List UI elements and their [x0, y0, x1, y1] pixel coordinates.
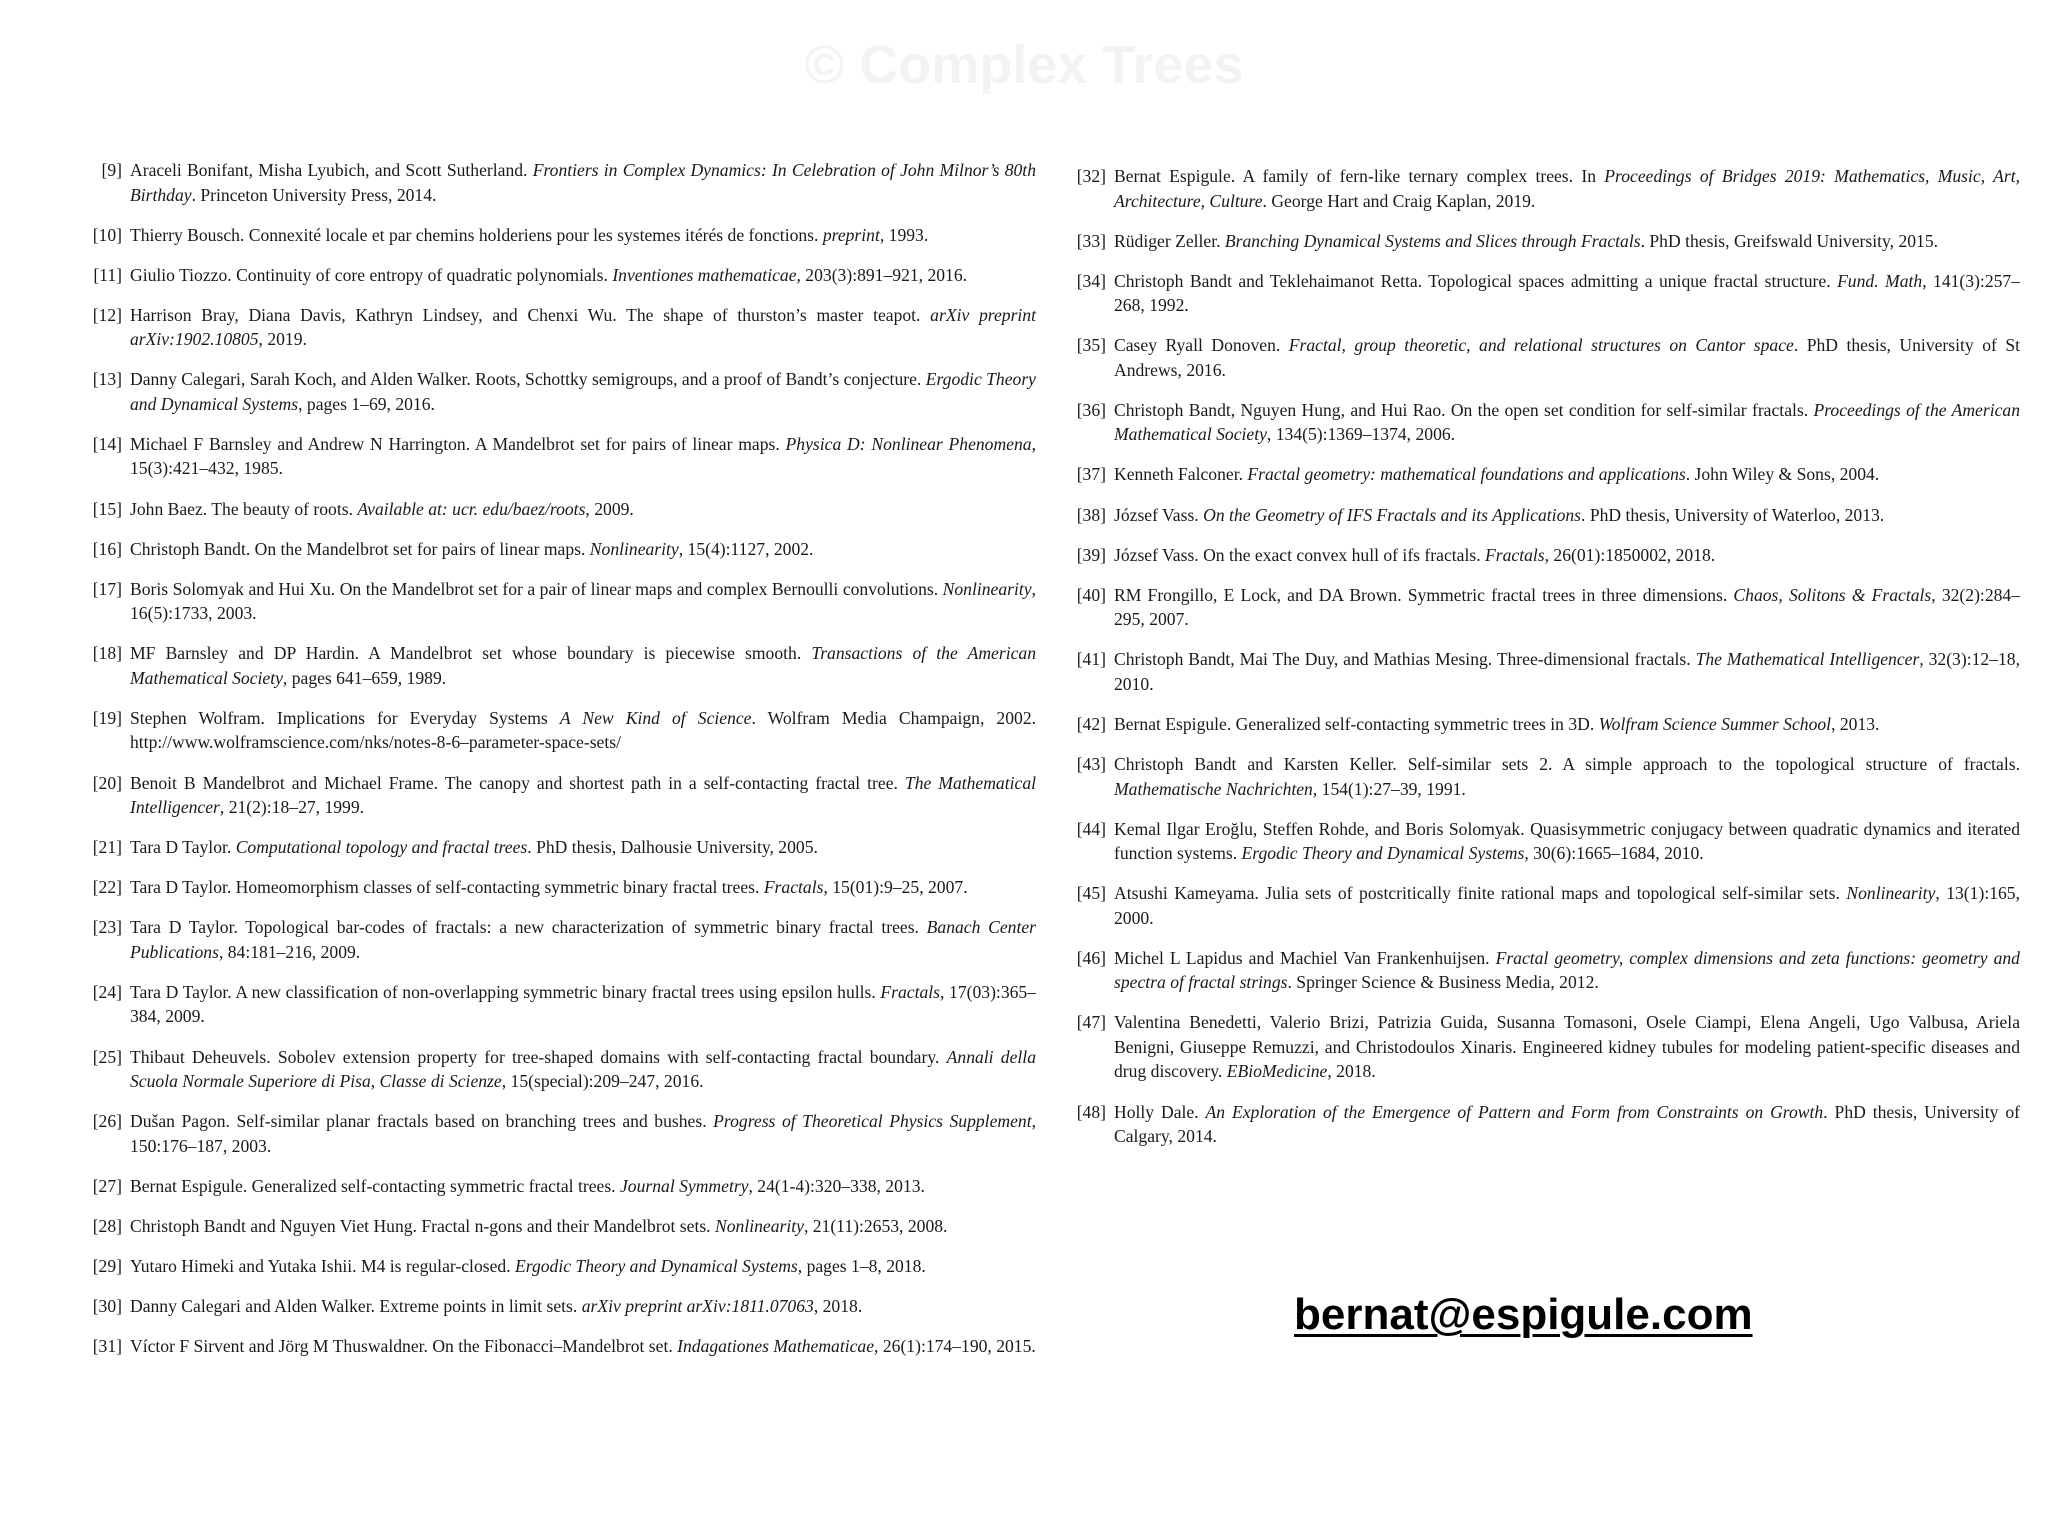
reference-text [130, 499, 634, 519]
reference-number: [19] [92, 707, 122, 728]
reference-segment: Kenneth Falconer. [1114, 464, 1248, 485]
reference-text [130, 643, 1036, 688]
reference-text [130, 265, 967, 285]
reference-venue: arXiv preprint arXiv:1902.10805 [130, 304, 1036, 350]
reference-segment: . PhD thesis, University of Calgary, 2014. [1114, 1101, 2020, 1146]
reference-segment: John Baez. The beauty of roots. [130, 498, 358, 519]
reference-number: [30] [92, 1295, 122, 1316]
reference-number: [33] [1076, 230, 1106, 251]
reference-segment: , 154(1):27–39, 1991. [1312, 778, 1466, 799]
reference-item [80, 1109, 1036, 1158]
reference-segment: , 13(1):165, 2000. [1114, 883, 2020, 928]
reference-segment: Holly Dale. [1114, 1101, 1206, 1122]
reference-segment: , 30(6):1665–1684, 2010. [1524, 843, 1704, 864]
reference-item [1064, 398, 2020, 447]
reference-segment: Danny Calegari, Sarah Koch, and Alden Walker. Roots, Schottky semigroups, and a proof of Bandt’s conjecture. [130, 369, 926, 390]
reference-venue: Ergodic Theory and Dynamical Systems [130, 369, 1036, 414]
reference-segment: , 84:181–216, 2009. [218, 941, 361, 962]
reference-item [80, 497, 1036, 522]
reference-text [1114, 1012, 2020, 1081]
reference-venue: Fractal, group theoretic, and relational structures on Cantor space [1288, 335, 1794, 356]
reference-number: [11] [93, 264, 122, 285]
reference-venue: Proceedings of the American Mathematical Society [1114, 399, 2020, 445]
reference-venue: arXiv preprint arXiv:1811.07063 [581, 1295, 814, 1316]
reference-number: [14] [92, 433, 122, 454]
reference-number: [16] [92, 538, 122, 559]
reference-venue: Proceedings of Bridges 2019: Mathematics, Music, Art, Architecture, Culture [1114, 166, 2020, 211]
reference-number: [15] [92, 498, 122, 519]
reference-segment: , 32(2):284–295, 2007. [1114, 584, 2021, 630]
reference-segment: , 2009. [585, 498, 634, 519]
reference-number: [42] [1076, 713, 1106, 734]
reference-segment: . PhD thesis, University of St Andrews, 2016. [1114, 335, 2020, 380]
reference-segment: Yutaro Himeki and Yutaka Ishii. M4 is regular-closed. [130, 1255, 515, 1276]
reference-segment: Víctor F Sirvent and Jörg M Thuswaldner. On the Fibonacci–Mandelbrot set. [130, 1336, 678, 1357]
reference-segment: , 26(1):174–190, 2015. [874, 1336, 1036, 1357]
reference-segment: Stephen Wolfram. Implications for Everyday Systems [130, 707, 560, 728]
reference-number: [38] [1076, 504, 1106, 525]
reference-item [1064, 503, 2020, 528]
reference-number: [31] [92, 1336, 122, 1357]
reference-item [80, 875, 1036, 900]
reference-segment: . PhD thesis, University of Waterloo, 2013. [1581, 504, 1885, 525]
reference-venue: Fractals [763, 877, 824, 898]
reference-segment: . Springer Science & Business Media, 2012. [1287, 972, 1599, 993]
reference-number: [27] [92, 1175, 122, 1196]
reference-segment: , 15(4):1127, 2002. [678, 538, 814, 559]
reference-item [80, 303, 1036, 352]
reference-number: [26] [92, 1111, 122, 1132]
reference-item [80, 1294, 1036, 1319]
reference-venue: An Exploration of the Emergence of Pattern and Form from Constraints on Growth [1205, 1101, 1824, 1122]
reference-segment: Tara D Taylor. Topological bar-codes of fractals: a new characterization of symmetric binary fractal trees. [130, 917, 927, 938]
reference-number: [35] [1076, 335, 1106, 356]
reference-number: [48] [1076, 1101, 1106, 1122]
slide-title: © Complex Trees [804, 35, 1244, 95]
reference-item [80, 158, 1036, 207]
reference-venue: EBioMedicine [1226, 1061, 1328, 1082]
reference-item [80, 706, 1036, 755]
reference-item [80, 915, 1036, 964]
reference-item [80, 1214, 1036, 1239]
reference-segment: . George Hart and Craig Kaplan, 2019. [1262, 190, 1536, 211]
reference-segment: , 150:176–187, 2003. [130, 1111, 1036, 1156]
reference-item [1064, 647, 2020, 696]
reference-venue: The Mathematical Intelligencer [130, 772, 1037, 818]
reference-segment: József Vass. On the exact convex hull of ifs fractals. [1114, 544, 1485, 565]
reference-text [1114, 819, 2020, 864]
reference-item [1064, 1100, 2020, 1149]
reference-number: [12] [92, 304, 122, 325]
reference-number: [20] [92, 772, 122, 793]
reference-segment: Christoph Bandt. On the Mandelbrot set for pairs of linear maps. [130, 538, 590, 559]
reference-item [1064, 462, 2020, 487]
reference-segment: . PhD thesis, Dalhousie University, 2005. [527, 837, 818, 858]
reference-venue: Mathematische Nachrichten [1114, 778, 1313, 799]
contact-email-link[interactable]: bernat@espigule.com [1294, 1290, 1753, 1339]
reference-number: [18] [92, 643, 122, 664]
reference-segment: , 2019. [258, 329, 307, 350]
reference-segment: , 16(5):1733, 2003. [130, 578, 1036, 624]
reference-venue: Nonlinearity [714, 1215, 804, 1236]
reference-number: [36] [1076, 399, 1106, 420]
reference-item [1064, 543, 2020, 568]
reference-text [130, 837, 818, 857]
reference-segment: Tara D Taylor. [130, 837, 236, 858]
reference-number: [37] [1076, 464, 1106, 485]
reference-item [80, 577, 1036, 626]
reference-segment: . John Wiley & Sons, 2004. [1685, 464, 1880, 485]
reference-segment: , 203(3):891–921, 2016. [796, 264, 968, 285]
reference-number: [29] [92, 1255, 122, 1276]
reference-number: [43] [1076, 754, 1106, 775]
reference-venue: Ergodic Theory and Dynamical Systems [1241, 843, 1525, 864]
reference-segment: Christoph Bandt, Mai The Duy, and Mathias Mesing. Three-dimensional fractals. [1114, 649, 1696, 670]
reference-text [1114, 883, 2020, 928]
reference-item [1064, 1010, 2020, 1084]
reference-text [1114, 335, 2020, 380]
reference-segment: Danny Calegari and Alden Walker. Extreme points in limit sets. [130, 1295, 582, 1316]
reference-segment: Christoph Bandt and Nguyen Viet Hung. Fractal n-gons and their Mandelbrot sets. [130, 1215, 715, 1236]
reference-venue: preprint [822, 224, 880, 245]
reference-text [130, 1216, 947, 1236]
reference-item [1064, 229, 2020, 254]
reference-venue: Inventiones mathematicae [612, 264, 797, 285]
reference-number: [40] [1076, 584, 1106, 605]
reference-segment: József Vass. [1114, 504, 1204, 525]
reference-item [1064, 946, 2020, 995]
reference-segment: Thierry Bousch. Connexité locale et par chemins holderiens pour les systemes itérés de fonctions. [130, 224, 823, 245]
reference-segment: , 17(03):365–384, 2009. [130, 981, 1037, 1027]
reference-number: [41] [1076, 649, 1106, 670]
reference-segment: Tara D Taylor. A new classification of non-overlapping symmetric binary fractal trees using epsilon hulls. [130, 981, 881, 1002]
references-column-right [1064, 164, 2020, 1164]
reference-item [1064, 752, 2020, 801]
reference-text [130, 539, 813, 559]
reference-segment: MF Barnsley and DP Hardin. A Mandelbrot set whose boundary is piecewise smooth. [130, 643, 812, 664]
reference-number: [44] [1076, 818, 1106, 839]
reference-segment: Atsushi Kameyama. Julia sets of postcritically finite rational maps and topological self-similar sets. [1114, 883, 1847, 904]
reference-segment: Araceli Bonifant, Misha Lyubich, and Scott Sutherland. [130, 160, 533, 180]
reference-venue: Computational topology and fractal trees [235, 837, 528, 858]
reference-segment: , 2013. [1831, 713, 1880, 734]
reference-item [80, 1174, 1036, 1199]
reference-number: [10] [92, 224, 122, 245]
reference-number: [47] [1076, 1012, 1106, 1033]
reference-text [1114, 271, 2020, 316]
reference-segment: Valentina Benedetti, Valerio Brizi, Patrizia Guida, Susanna Tomasoni, Osele Ciampi, Elena Angeli, Ugo Valbusa, Ariela Benigni, Giuseppe Remuzzi, and Christodoulos Xinaris. Engineered kidney tubules for modeling patient-specific diseases and drug discovery. [1114, 1012, 2020, 1082]
reference-venue: Ergodic Theory and Dynamical Systems [515, 1255, 798, 1276]
reference-segment: RM Frongillo, E Lock, and DA Brown. Symmetric fractal trees in three dimensions. [1114, 584, 1734, 605]
reference-segment: , 32(3):12–18, 2010. [1114, 649, 2020, 694]
reference-segment: Boris Solomyak and Hui Xu. On the Mandelbrot set for a pair of linear maps and complex Bernoulli convolutions. [130, 578, 943, 599]
reference-text [130, 877, 968, 897]
reference-text [130, 708, 1036, 753]
reference-item [80, 980, 1036, 1029]
reference-item [80, 537, 1036, 562]
reference-item [80, 771, 1036, 820]
reference-text [130, 982, 1036, 1027]
reference-segment: Thibaut Deheuvels. Sobolev extension property for tree-shaped domains with self-contacting fractal boundary. [130, 1046, 947, 1067]
reference-item [80, 1045, 1036, 1094]
reference-venue: Physica D: Nonlinear Phenomena [785, 433, 1032, 454]
reference-segment: Christoph Bandt and Teklehaimanot Retta. Topological spaces admitting a unique fractal structure. [1114, 270, 1838, 291]
reference-segment: Michel L Lapidus and Machiel Van Frankenhuijsen. [1114, 947, 1496, 968]
reference-venue: Available at: ucr. edu/baez/roots [357, 498, 586, 519]
reference-item [80, 223, 1036, 248]
reference-venue: Nonlinearity [589, 538, 679, 559]
reference-venue: Fractals [1485, 544, 1545, 565]
reference-venue: Transactions of the American Mathematical Society [130, 643, 1036, 688]
reference-text [1114, 948, 2020, 993]
reference-venue: Branching Dynamical Systems and Slices through Fractals [1224, 230, 1641, 251]
reference-number: [21] [92, 837, 122, 858]
reference-item [80, 1254, 1036, 1279]
reference-venue: Nonlinearity [942, 578, 1032, 599]
reference-venue: A New Kind of Science [559, 707, 752, 728]
reference-item [80, 263, 1036, 288]
reference-text [130, 1336, 1036, 1356]
reference-number: [9] [101, 160, 122, 180]
reference-segment: Giulio Tiozzo. Continuity of core entropy of quadratic polynomials. [130, 264, 613, 285]
reference-number: [24] [92, 981, 122, 1002]
reference-text [1114, 649, 2020, 694]
reference-number: [28] [92, 1215, 122, 1236]
reference-venue: The Mathematical Intelligencer [1695, 649, 1920, 670]
reference-segment: , 24(1-4):320–338, 2013. [748, 1175, 925, 1196]
reference-venue: Progress of Theoretical Physics Supplement [713, 1111, 1032, 1132]
reference-segment: , 21(2):18–27, 1999. [219, 797, 365, 818]
reference-segment: , 21(11):2653, 2008. [803, 1215, 948, 1236]
reference-text [1114, 505, 1884, 525]
reference-venue: Frontiers in Complex Dynamics: In Celebration of John Milnor’s 80th Birthday [130, 160, 1036, 205]
reference-text [130, 917, 1036, 962]
reference-segment: , 15(special):209–247, 2016. [501, 1071, 704, 1091]
reference-text [130, 1296, 862, 1316]
reference-segment: Rüdiger Zeller. [1114, 230, 1225, 251]
reference-item [80, 835, 1036, 860]
reference-number: [17] [92, 578, 122, 599]
reference-venue: On the Geometry of IFS Fractals and its Applications [1203, 504, 1582, 525]
reference-text [130, 434, 1036, 479]
reference-venue: Banach Center Publications [130, 917, 1037, 962]
reference-venue: Nonlinearity [1846, 883, 1936, 904]
reference-venue: Wolfram Science Summer School [1598, 713, 1832, 734]
reference-segment: Dušan Pagon. Self-similar planar fractals based on branching trees and bushes. [130, 1111, 714, 1132]
reference-text [130, 1047, 1036, 1092]
reference-item [80, 432, 1036, 481]
reference-text [130, 773, 1036, 818]
reference-text [1114, 231, 1938, 251]
reference-item [1064, 881, 2020, 930]
reference-segment: Tara D Taylor. Homeomorphism classes of self-contacting symmetric binary fractal trees. [130, 877, 764, 898]
reference-text [130, 305, 1036, 350]
reference-segment: , 2018. [813, 1295, 863, 1316]
reference-text [1114, 754, 2020, 799]
reference-number: [45] [1076, 883, 1106, 904]
reference-segment: Casey Ryall Donoven. [1114, 335, 1289, 356]
reference-segment: Bernat Espigule. A family of fern-like ternary complex trees. In [1114, 166, 1605, 186]
reference-number: [22] [92, 877, 122, 898]
reference-text [1114, 714, 1879, 734]
reference-segment: , 2018. [1327, 1061, 1376, 1082]
reference-item [80, 1334, 1036, 1359]
reference-text [130, 1256, 926, 1276]
reference-segment: . Princeton University Press, 2014. [191, 184, 437, 205]
reference-segment: , pages 641–659, 1989. [282, 667, 447, 688]
reference-venue: Fractals [880, 981, 941, 1002]
reference-text [130, 160, 1036, 205]
reference-text [130, 369, 1036, 414]
reference-item [80, 641, 1036, 690]
reference-item [1064, 583, 2020, 632]
reference-segment: Kemal Ilgar Eroğlu, Steffen Rohde, and Boris Solomyak. Quasisymmetric conjugacy between quadratic dynamics and iterated function systems. [1114, 818, 2020, 864]
reference-segment: Bernat Espigule. Generalized self-contacting symmetric fractal trees. [130, 1175, 620, 1196]
reference-item [80, 367, 1036, 416]
reference-text [1114, 166, 2020, 211]
reference-segment: , pages 1–69, 2016. [298, 393, 435, 414]
reference-venue: Fund. Math [1837, 270, 1923, 291]
reference-segment: Benoit B Mandelbrot and Michael Frame. The canopy and shortest path in a self-contacting fractal tree. [130, 772, 905, 793]
reference-segment: , pages 1–8, 2018. [797, 1255, 926, 1276]
reference-segment: . PhD thesis, Greifswald University, 2015. [1640, 230, 1939, 251]
reference-text [130, 579, 1036, 624]
reference-number: [13] [92, 369, 122, 390]
reference-segment: , 26(01):1850002, 2018. [1544, 544, 1716, 565]
reference-item [1064, 269, 2020, 318]
reference-text [1114, 464, 1879, 484]
reference-text [130, 1176, 925, 1196]
reference-segment: Bernat Espigule. Generalized self-contacting symmetric trees in 3D. [1114, 713, 1599, 734]
reference-text [1114, 1102, 2020, 1147]
reference-venue: Annali della Scuola Normale Superiore di Pisa, Classe di Scienze [130, 1046, 1036, 1091]
reference-venue: Indagationes Mathematicae [677, 1336, 875, 1357]
reference-segment: Michael F Barnsley and Andrew N Harrington. A Mandelbrot set for pairs of linear maps. [130, 433, 786, 454]
reference-item [1064, 817, 2020, 866]
reference-segment: , 141(3):257–268, 1992. [1114, 270, 2021, 316]
reference-number: [39] [1076, 544, 1106, 565]
reference-number: [46] [1076, 947, 1106, 968]
reference-number: [34] [1076, 270, 1106, 291]
reference-text [1114, 400, 2020, 445]
reference-segment: Harrison Bray, Diana Davis, Kathryn Lindsey, and Chenxi Wu. The shape of thurston’s master teapot. [130, 304, 931, 325]
references-column-left [80, 158, 1036, 1374]
reference-item [1064, 333, 2020, 382]
reference-number: [25] [92, 1046, 122, 1067]
reference-segment: Christoph Bandt and Karsten Keller. Self-similar sets 2. A simple approach to the topological structure of fractals. [1114, 754, 2020, 775]
reference-text [1114, 545, 1715, 565]
reference-venue: Chaos, Solitons & Fractals [1733, 584, 1932, 605]
reference-segment: Christoph Bandt, Nguyen Hung, and Hui Rao. On the open set condition for self-similar fractals. [1114, 399, 1814, 420]
reference-text [1114, 585, 2020, 630]
reference-venue: Journal Symmetry [619, 1175, 749, 1196]
reference-text [130, 1111, 1036, 1156]
reference-item [1064, 164, 2020, 213]
reference-number: [23] [92, 917, 122, 938]
reference-venue: Fractal geometry, complex dimensions and zeta functions: geometry and spectra of fractal strings [1114, 947, 2020, 993]
reference-segment: . Wolfram Media Champaign, 2002. http://www.wolframscience.com/nks/notes-8-6–parameter-space-sets/ [130, 707, 1037, 753]
reference-item [1064, 712, 2020, 737]
reference-segment: , 15(3):421–432, 1985. [130, 433, 1036, 479]
reference-venue: Fractal geometry: mathematical foundations and applications [1247, 464, 1686, 485]
reference-segment: , 134(5):1369–1374, 2006. [1266, 424, 1456, 445]
reference-number: [32] [1076, 166, 1106, 186]
reference-segment: , 1993. [879, 224, 929, 245]
reference-segment: , 15(01):9–25, 2007. [823, 877, 968, 898]
reference-text [130, 225, 928, 245]
